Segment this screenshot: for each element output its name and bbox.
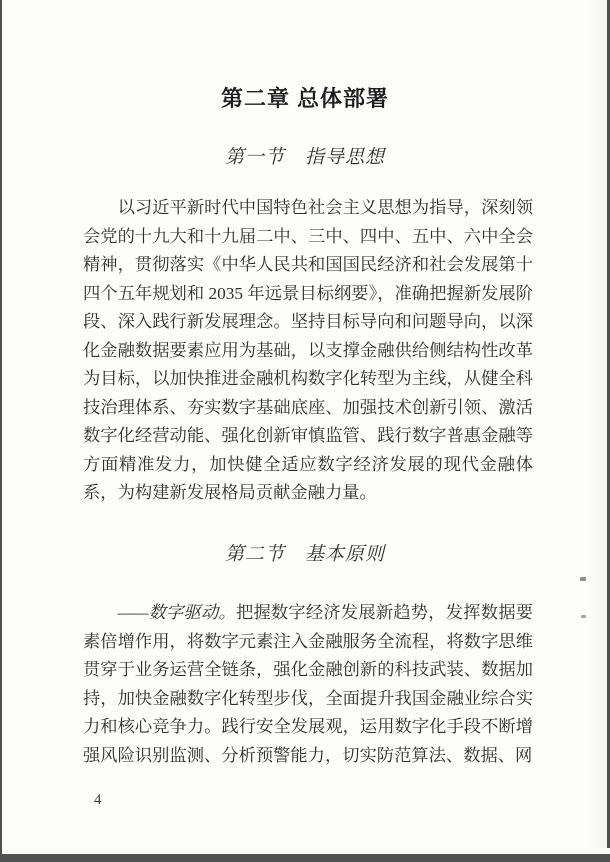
scan-edge-left [0, 0, 2, 862]
paragraph-guiding-ideology: 以习近平新时代中国特色社会主义思想为指导，深刻领会党的十九大和十九届二中、三中、四中、五中、六中全会精神，贯彻落实《中华人民共和国国民经济和社会发展第十四个五年规划和 2035 年远景目标纲要》，准确把握新发展阶段、深入践行新发展理念。坚持目标导向和问题导向，以深化金融数据要素应用为基础，以支撑金融供给侧结构性改革为目标，以加快推进金融机构数字化转型为主线，从健全科技治理体系、夯实数字基础底座、加强技术创新引领、激活数字化经营动能、强化创新审慎监管、践行数字普惠金融等方面精准发力，加快健全适应数字经济发展的现代金融体系，为构建新发展格局贡献金融力量。 [83, 198, 533, 502]
page-number: 4 [94, 792, 102, 808]
principle-body-text: 把握数字经济发展新趋势，发挥数据要素倍增作用，将数字元素注入金融服务全流程，将数字思维贯穿于业务运营全链条，强化金融创新的科技武装、数据加持，加快金融数字化转型步伐，全面提升我国金融业综合实力和核心竞争力。践行安全发展观，运用数字化手段不断增强风险识别监测、分析预警能力，切实防范算法、数据、网 [83, 603, 533, 765]
section-1-heading: 第一节 指导思想 [224, 147, 385, 168]
principle-lead-in: ——数字驱动。 [117, 603, 236, 622]
scan-speck [581, 615, 586, 618]
scan-shading-right [589, 0, 607, 848]
scan-edge-bottom [0, 854, 610, 862]
chapter-heading: 第二章 总体部署 [220, 86, 390, 111]
paragraph-digital-drive [83, 599, 533, 770]
section-2-heading: 第二节 基本原则 [224, 544, 385, 565]
scan-speck [580, 577, 586, 581]
